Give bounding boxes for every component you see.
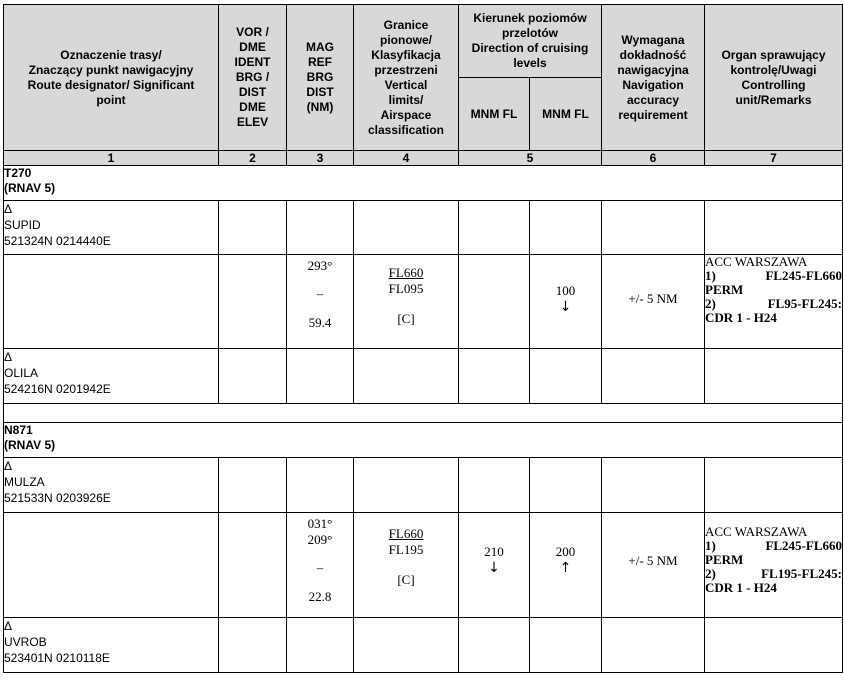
waypoint-row xyxy=(4,618,843,673)
segment-fl-odd xyxy=(459,255,530,349)
col-number-4: 4 xyxy=(354,151,459,166)
route-header-row xyxy=(4,423,843,458)
col-number-1: 1 xyxy=(4,151,219,166)
waypoint-uvrob: Δ UVROB 523401N 0210118E xyxy=(4,618,219,673)
col-number-7: 7 xyxy=(705,151,843,166)
route-designator-t270: T270 (RNAV 5) xyxy=(4,166,843,201)
arrow-down-icon: ↓ xyxy=(559,299,572,315)
header-controlling-unit: Organ sprawujący kontrolę/Uwagi Controlling unit/Remarks xyxy=(705,5,843,151)
col-number-5: 5 xyxy=(459,151,602,166)
segment-brg-dist: 031° 209° – 22.8 xyxy=(287,513,354,618)
header-mag-brg-dist: MAG REF BRG DIST (NM) xyxy=(287,5,354,151)
segment-accuracy: +/- 5 NM xyxy=(602,513,705,618)
segment-accuracy: +/- 5 NM xyxy=(602,255,705,349)
arrow-down-icon: ↓ xyxy=(488,560,500,576)
route-table xyxy=(3,4,843,673)
arrow-up-icon: ↑ xyxy=(559,560,572,576)
header-vertical-limits: Granice pionowe/ Klasyfikacja przestrzeni Vertical limits/ Airspace classification xyxy=(354,5,459,151)
segment-brg-dist: 293° – 59.4 xyxy=(287,255,354,349)
header-nav-accuracy: Wymagana dokładność nawigacyjna Navigation accuracy requirement xyxy=(602,5,705,151)
col-number-3: 3 xyxy=(287,151,354,166)
col-number-2: 2 xyxy=(219,151,287,166)
waypoint-row xyxy=(4,458,843,513)
header-cruising-levels: Kierunek poziomów przelotów Direction of cruising levels xyxy=(459,5,602,78)
waypoint-supid: Δ SUPID 521324N 0214440E xyxy=(4,201,219,255)
waypoint-row xyxy=(4,201,843,255)
col-number-6: 6 xyxy=(602,151,705,166)
segment-row xyxy=(4,513,843,618)
route-designator-n871: N871 (RNAV 5) xyxy=(4,423,843,458)
header-mnm-fl-odd: MNM FL xyxy=(459,78,530,151)
waypoint-mulza: Δ MULZA 521533N 0203926E xyxy=(4,458,219,513)
segment-fl-even: 200 ↑ xyxy=(530,513,602,618)
segment-fl-even: 100 ↓ xyxy=(530,255,602,349)
segment-fl-odd: 210 ↓ xyxy=(459,513,530,618)
segment-remarks: ACC WARSZAWA 1) FL245-FL660 PERM 2) FL95-FL245: CDR 1 - H24 xyxy=(705,255,843,349)
segment-row xyxy=(4,255,843,349)
segment-remarks: ACC WARSZAWA 1) FL245-FL660 PERM 2) FL195-FL245: CDR 1 - H24 xyxy=(705,513,843,618)
route-header-row xyxy=(4,166,843,201)
segment-vertical-limits: FL660 FL095 [C] xyxy=(354,255,459,349)
waypoint-olila: Δ OLILA 524216N 0201942E xyxy=(4,349,219,404)
separator-row xyxy=(4,404,843,423)
segment-vertical-limits: FL660 FL195 [C] xyxy=(354,513,459,618)
header-mnm-fl-even: MNM FL xyxy=(530,78,602,151)
header-route-designator: Oznaczenie trasy/ Znaczący punkt nawigacyjny Route designator/ Significant point xyxy=(4,5,219,151)
waypoint-row xyxy=(4,349,843,404)
header-vor-dme: VOR / DME IDENT BRG / DIST DME ELEV xyxy=(219,5,287,151)
